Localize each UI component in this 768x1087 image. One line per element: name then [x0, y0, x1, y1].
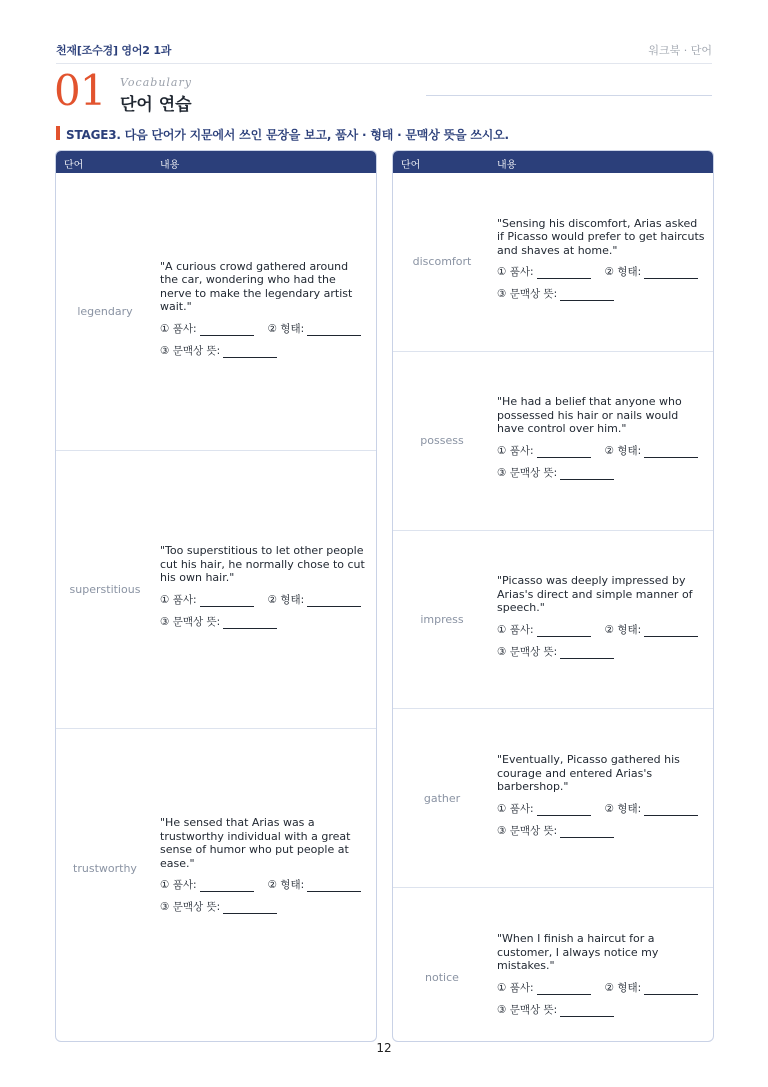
- answer-fields: [497, 263, 705, 307]
- row-content: [154, 173, 376, 450]
- form-label: ② 형태:: [604, 444, 642, 457]
- meaning-blank[interactable]: [560, 468, 614, 480]
- vocab-word: legendary: [77, 305, 133, 318]
- example-sentence: "A curious crowd gathered around the car, wondering who had the nerve to make the legendary artist wait.": [160, 259, 353, 313]
- example-sentence: "Sensing his discomfort, Arias asked if Picasso would prefer to get haircuts and shaves at home.": [497, 216, 705, 257]
- row-content: [491, 888, 713, 1042]
- table-row: [56, 451, 376, 729]
- form-label: ② 형태:: [604, 981, 642, 994]
- pos-label: ① 품사:: [497, 444, 534, 457]
- pos-blank[interactable]: [537, 983, 591, 995]
- answer-fields: [497, 442, 705, 486]
- meaning-blank[interactable]: [223, 617, 277, 629]
- header-word: 단어: [401, 160, 421, 171]
- table-row: [56, 173, 376, 451]
- form-label: ② 형태:: [267, 593, 305, 606]
- meaning-blank[interactable]: [223, 346, 277, 358]
- row-content: [491, 352, 713, 530]
- form-label: ② 형태:: [604, 802, 642, 815]
- meaning-blank[interactable]: [560, 1005, 614, 1017]
- pos-blank[interactable]: [537, 804, 591, 816]
- table-header: [393, 151, 713, 173]
- vocab-word: superstitious: [69, 583, 141, 596]
- form-label: ② 형태:: [267, 879, 305, 891]
- pos-blank[interactable]: [200, 324, 254, 336]
- pos-label: ① 품사:: [497, 266, 534, 279]
- vocab-word: possess: [420, 434, 464, 448]
- answer-fields: [497, 621, 705, 665]
- pos-label: ① 품사:: [160, 593, 197, 606]
- section-number: 01: [54, 66, 106, 115]
- pos-blank[interactable]: [200, 595, 254, 607]
- form-blank[interactable]: [644, 446, 698, 458]
- meaning-blank[interactable]: [560, 289, 614, 301]
- row-content: [154, 451, 376, 728]
- vocab-word: gather: [423, 791, 461, 805]
- table-row: [393, 888, 713, 1042]
- meaning-label: ③ 문맥상 뜻:: [497, 824, 558, 837]
- row-content: [491, 709, 713, 887]
- table-header: [56, 151, 376, 173]
- row-content: [491, 531, 713, 709]
- pos-label: ① 품사:: [497, 802, 534, 815]
- example-sentence: "He sensed that Arias was a trustworthy individual with a great sense of humor who put people at ease.": [160, 816, 351, 870]
- form-blank[interactable]: [644, 804, 698, 816]
- meaning-blank[interactable]: [560, 826, 614, 838]
- meaning-blank[interactable]: [223, 902, 277, 914]
- row-content: [491, 173, 713, 351]
- pos-blank[interactable]: [200, 880, 254, 892]
- course-label: 천재[조수경] 영어2 1과: [56, 44, 172, 57]
- form-blank[interactable]: [307, 324, 361, 336]
- section-label: 워크북 · 단어: [648, 44, 712, 57]
- meaning-label: ③ 문맥상 뜻:: [497, 1003, 558, 1016]
- form-label: ② 형태:: [267, 322, 305, 335]
- answer-fields: [497, 800, 705, 844]
- page-number: 12: [376, 1041, 392, 1055]
- example-sentence: "When I finish a haircut for a customer, I always notice my mistakes.": [497, 932, 659, 973]
- form-blank[interactable]: [307, 595, 361, 607]
- answer-fields: [160, 591, 368, 635]
- pos-blank[interactable]: [537, 625, 591, 637]
- meaning-label: ③ 문맥상 뜻:: [497, 466, 558, 479]
- meaning-label: ③ 문맥상 뜻:: [497, 645, 558, 658]
- answer-fields: [497, 979, 705, 1023]
- vocab-word: trustworthy: [73, 861, 137, 875]
- form-blank[interactable]: [307, 880, 361, 892]
- table-row: [393, 709, 713, 888]
- example-sentence: "Eventually, Picasso gathered his courage and entered Arias's barbershop.": [497, 753, 680, 794]
- example-sentence: "Picasso was deeply impressed by Arias's direct and simple manner of speech.": [497, 574, 693, 615]
- header-content: 내용: [160, 160, 180, 171]
- table-row: [56, 729, 376, 1007]
- example-sentence: "He had a belief that anyone who possessed his hair or nails would have control over him.": [497, 395, 682, 436]
- vocab-word: discomfort: [412, 255, 472, 269]
- vocab-table-right: [392, 150, 714, 1042]
- pos-label: ① 품사:: [160, 322, 197, 335]
- pos-blank[interactable]: [537, 267, 591, 279]
- meaning-label: ③ 문맥상 뜻:: [160, 901, 221, 913]
- meaning-label: ③ 문맥상 뜻:: [497, 288, 558, 301]
- form-blank[interactable]: [644, 983, 698, 995]
- section-sublabel: Vocabulary: [120, 76, 192, 89]
- form-blank[interactable]: [644, 625, 698, 637]
- pos-label: ① 품사:: [160, 879, 197, 891]
- pos-label: ① 품사:: [497, 623, 534, 636]
- answer-fields: [160, 876, 368, 920]
- form-label: ② 형태:: [604, 266, 642, 279]
- pos-blank[interactable]: [537, 446, 591, 458]
- header-word: 단어: [64, 160, 84, 171]
- answer-fields: [160, 320, 368, 364]
- page-title: 단어 연습: [120, 95, 192, 115]
- form-label: ② 형태:: [604, 623, 642, 636]
- header-content: 내용: [497, 160, 517, 171]
- stage-marker: [56, 126, 60, 140]
- top-divider: [56, 63, 712, 64]
- row-content: [154, 729, 376, 1007]
- title-divider: [426, 95, 712, 96]
- vocab-table-left: [55, 150, 377, 1042]
- table-row: [393, 531, 713, 710]
- form-blank[interactable]: [644, 267, 698, 279]
- vocab-word: notice: [425, 971, 459, 985]
- table-row: [393, 173, 713, 352]
- table-row: [393, 352, 713, 531]
- meaning-label: ③ 문맥상 뜻:: [160, 615, 221, 628]
- meaning-label: ③ 문맥상 뜻:: [160, 344, 221, 357]
- vocab-word: impress: [420, 612, 464, 626]
- pos-label: ① 품사:: [497, 981, 534, 994]
- stage-instruction: STAGE3. 다음 단어가 지문에서 쓰인 문장을 보고, 품사 · 형태 · 문맥상 뜻을 쓰시오.: [66, 128, 509, 142]
- example-sentence: "Too superstitious to let other people cut his hair, he normally chose to cut his own hair.": [160, 544, 365, 585]
- meaning-blank[interactable]: [560, 647, 614, 659]
